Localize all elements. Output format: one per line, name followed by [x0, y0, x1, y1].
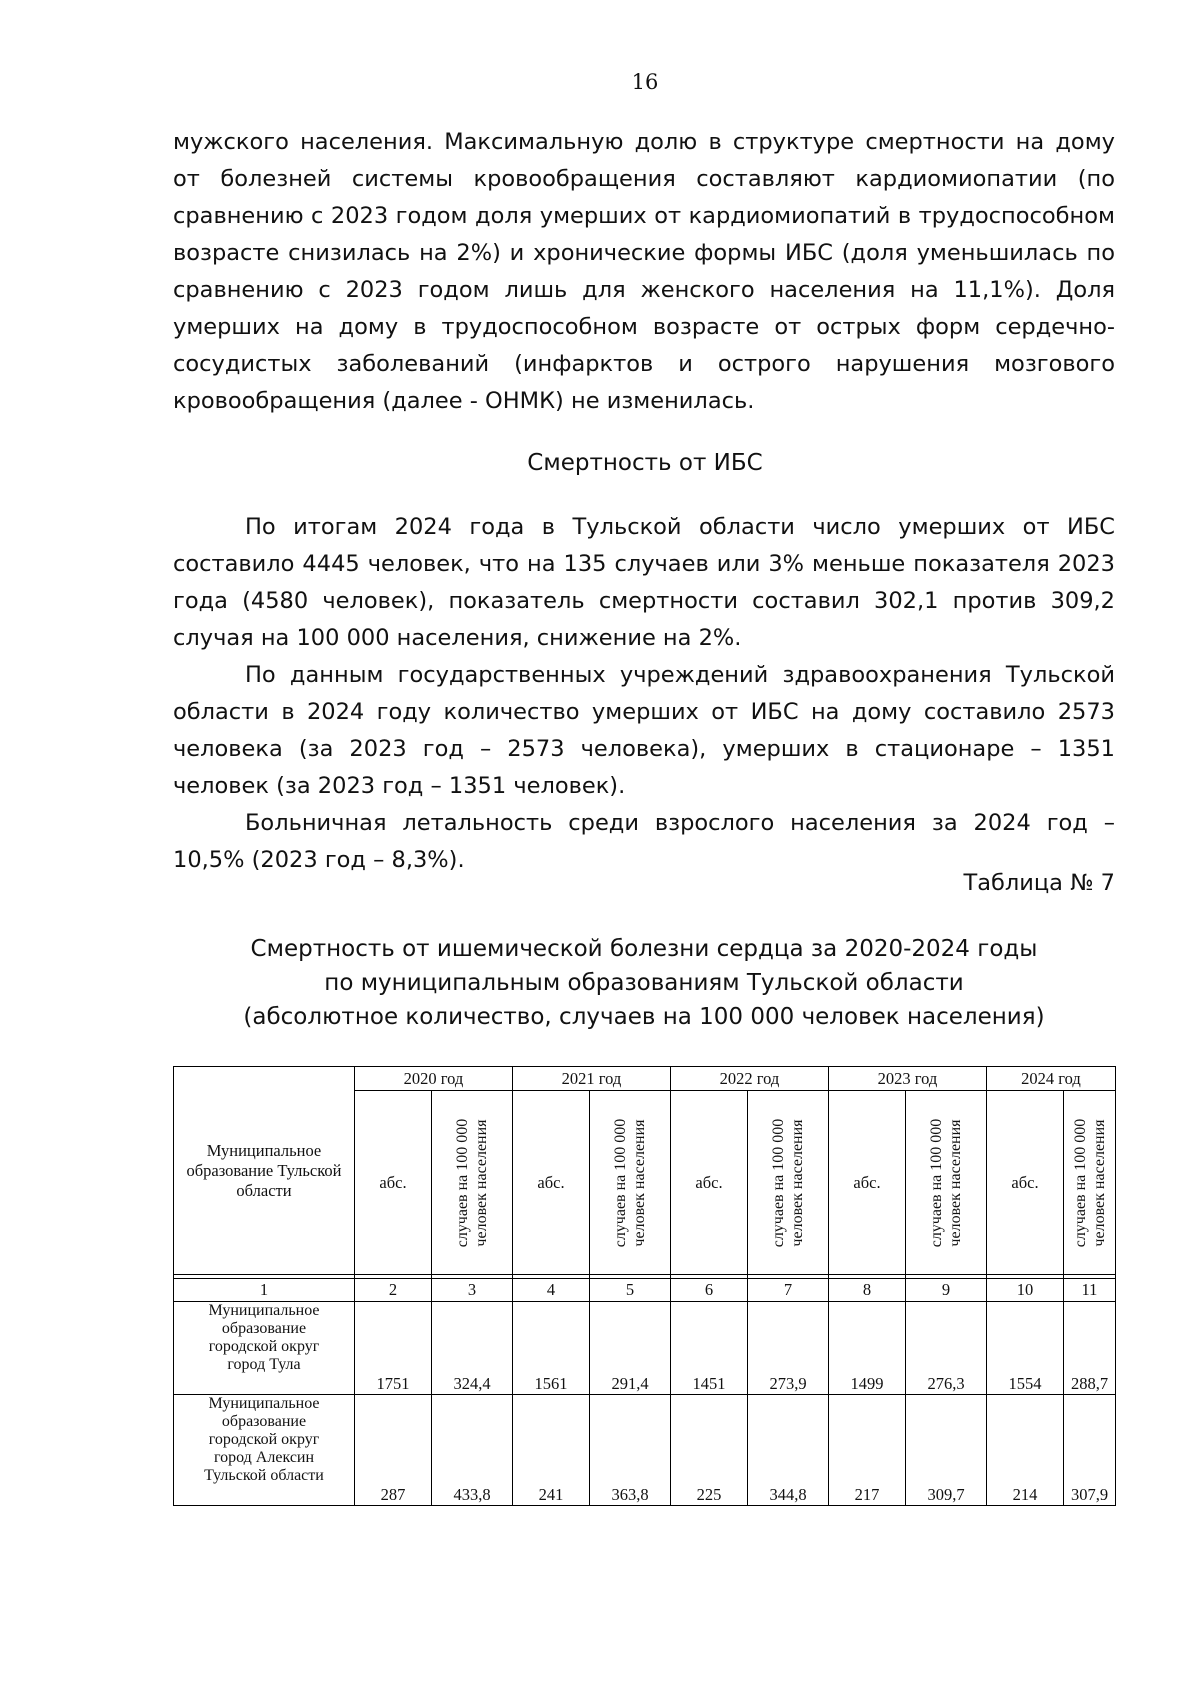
- year-header-2022: 2022 год: [671, 1067, 829, 1091]
- column-number: 3: [432, 1279, 513, 1302]
- table-title-line-2: по муниципальным образованиям Тульской области: [324, 970, 964, 996]
- paragraph-3: По данным государственных учреждений здравоохранения Тульской области в 2024 году количество умерших от ИБС на дому составило 2573 человека (за 2023 год – 2573 человека), умерших в стационаре – 1351 человек (за 2023 год – 1351 человек).: [173, 662, 1115, 799]
- value-cell: 241: [513, 1395, 590, 1506]
- table-caption: Таблица № 7: [963, 870, 1115, 896]
- rate-header: случаев на 100 000 человек населения: [748, 1091, 829, 1275]
- value-cell: 1499: [829, 1302, 906, 1395]
- column-number-row: [174, 1279, 1116, 1302]
- year-header-2021: 2021 год: [513, 1067, 671, 1091]
- column-number: 9: [906, 1279, 987, 1302]
- abs-header: абс.: [671, 1091, 748, 1275]
- value-cell: 225: [671, 1395, 748, 1506]
- value-cell: 273,9: [748, 1302, 829, 1395]
- value-cell: 324,4: [432, 1302, 513, 1395]
- value-cell: 433,8: [432, 1395, 513, 1506]
- value-cell: 363,8: [590, 1395, 671, 1506]
- value-cell: 217: [829, 1395, 906, 1506]
- rate-header: случаев на 100 000 человек населения: [1064, 1091, 1116, 1275]
- value-cell: 1554: [987, 1302, 1064, 1395]
- municipality-name: Муниципальное образование городской округ город Алексин Тульской области: [174, 1395, 355, 1506]
- paragraph-1: мужского населения. Максимальную долю в структуре смертности на дому от болезней системы кровообращения составляют кардиомиопатии (по сравнению с 2023 годом доля умерших от кардиомиопатий в трудоспособном возрасте снизилась на 2%) и хронические формы ИБС (доля уменьшилась по сравнению с 2023 годом лишь для женского населения на 11,1%). Доля умерших на дому в трудоспособном возрасте от острых форм сердечно-сосудистых заболеваний (инфарктов и острого нарушения мозгового кровообращения (далее - ОНМК) не изменилась.: [173, 129, 1115, 414]
- year-header-2023: 2023 год: [829, 1067, 987, 1091]
- rate-header: случаев на 100 000 человек населения: [432, 1091, 513, 1275]
- value-cell: 276,3: [906, 1302, 987, 1395]
- municipality-name: Муниципальное образование городской округ город Тула: [174, 1302, 355, 1395]
- paragraph-2: По итогам 2024 года в Тульской области число умерших от ИБС составило 4445 человек, что на 135 случаев или 3% меньше показателя 2023 года (4580 человек), показатель смертности составил 302,1 против 309,2 случая на 100 000 населения, снижение на 2%.: [173, 514, 1115, 651]
- rate-header: случаев на 100 000 человек населения: [590, 1091, 671, 1275]
- column-number: 10: [987, 1279, 1064, 1302]
- value-cell: 1751: [355, 1302, 432, 1395]
- paragraph-continuation: [173, 124, 1115, 420]
- value-cell: 1561: [513, 1302, 590, 1395]
- body-text: [173, 509, 1115, 879]
- page-number: 16: [631, 70, 659, 94]
- column-number: 5: [590, 1279, 671, 1302]
- table-title: [173, 932, 1115, 1034]
- municipality-header: Муниципальное образование Тульской области: [174, 1067, 355, 1275]
- value-cell: 309,7: [906, 1395, 987, 1506]
- value-cell: 344,8: [748, 1395, 829, 1506]
- table-row-tula: [174, 1302, 1116, 1395]
- abs-header: абс.: [355, 1091, 432, 1275]
- mortality-table: [173, 1066, 1116, 1506]
- abs-header: абс.: [987, 1091, 1064, 1275]
- value-cell: 1451: [671, 1302, 748, 1395]
- year-header-2020: 2020 год: [355, 1067, 513, 1091]
- abs-header: абс.: [513, 1091, 590, 1275]
- section-heading: Смертность от ИБС: [527, 450, 763, 476]
- table-row-aleksin: [174, 1395, 1116, 1506]
- year-header-2024: 2024 год: [987, 1067, 1116, 1091]
- rate-header: случаев на 100 000 человек населения: [906, 1091, 987, 1275]
- value-cell: 287: [355, 1395, 432, 1506]
- value-cell: 307,9: [1064, 1395, 1116, 1506]
- column-number: 8: [829, 1279, 906, 1302]
- table-title-line-3: (абсолютное количество, случаев на 100 000 человек населения): [243, 1004, 1045, 1030]
- value-cell: 288,7: [1064, 1302, 1116, 1395]
- abs-header: абс.: [829, 1091, 906, 1275]
- column-number: 11: [1064, 1279, 1116, 1302]
- column-number: 7: [748, 1279, 829, 1302]
- column-number: 4: [513, 1279, 590, 1302]
- value-cell: 291,4: [590, 1302, 671, 1395]
- column-number: 6: [671, 1279, 748, 1302]
- value-cell: 214: [987, 1395, 1064, 1506]
- table-title-line-1: Смертность от ишемической болезни сердца за 2020-2024 годы: [250, 936, 1038, 962]
- column-number: 1: [174, 1279, 355, 1302]
- paragraph-4: Больничная летальность среди взрослого населения за 2024 год – 10,5% (2023 год – 8,3%).: [173, 810, 1115, 873]
- column-number: 2: [355, 1279, 432, 1302]
